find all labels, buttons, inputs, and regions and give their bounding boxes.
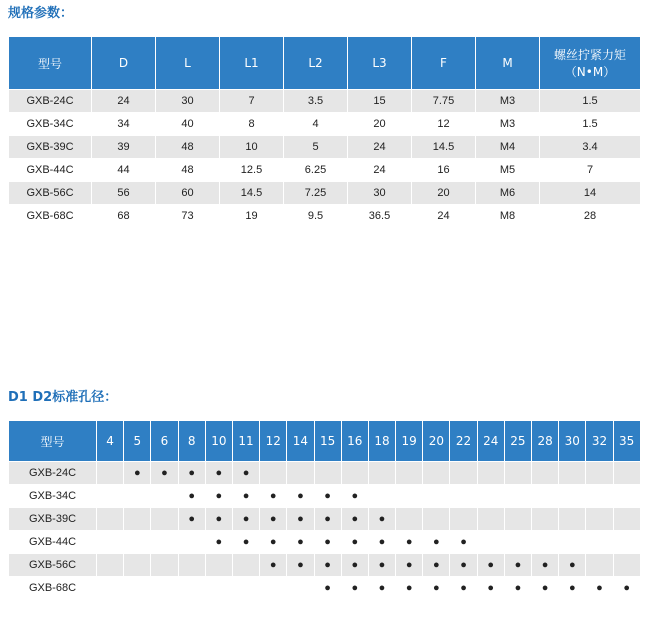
bore-cell [341,577,368,600]
bore-header-size: 16 [341,421,368,462]
torque-header-unit: （N•M） [564,65,616,79]
available-dot-icon: ● [460,559,467,571]
bore-cell [232,485,259,508]
spec-header-7: M [476,37,540,90]
bore-cell [613,485,640,508]
bore-cell [423,554,450,577]
bore-cell [341,462,368,485]
available-dot-icon: ● [351,559,359,571]
bore-cell [178,554,205,577]
available-dot-icon: ● [215,490,223,502]
spec-header-0: 型号 [9,37,92,90]
spec-cell: 12 [412,113,476,136]
spec-cell: GXB-44C [9,159,92,182]
available-dot-icon: ● [405,582,413,594]
spec-cell: 73 [156,205,220,228]
bore-cell [532,462,559,485]
bore-cell [178,508,205,531]
bore-cell [613,508,640,531]
bore-header-size: 22 [450,421,477,462]
available-dot-icon: ● [324,559,331,571]
bore-cell [477,485,504,508]
bore-cell [260,531,287,554]
bore-cell [205,554,232,577]
spec-header-2: L [156,37,220,90]
bore-cell [97,554,124,577]
bore-cell [341,531,368,554]
bore-cell [477,462,504,485]
bore-header-size: 25 [504,421,531,462]
available-dot-icon: ● [269,513,277,525]
bore-cell [368,462,395,485]
bore-cell [396,531,423,554]
bore-cell [532,485,559,508]
spec-cell: 3.4 [540,136,641,159]
available-dot-icon: ● [378,559,386,571]
bore-row-model: GXB-68C [9,577,97,600]
spec-header-3: L1 [220,37,284,90]
bore-cell [586,554,613,577]
bore-row-model: GXB-44C [9,531,97,554]
available-dot-icon: ● [351,536,359,548]
bore-cell [151,462,178,485]
available-dot-icon: ● [378,582,386,594]
spec-row [9,159,641,182]
bore-cell [287,508,314,531]
available-dot-icon: ● [623,582,630,594]
bore-cell [314,554,341,577]
bore-cell [613,531,640,554]
bore-cell [559,462,586,485]
available-dot-icon: ● [297,536,304,548]
bore-header-size: 10 [205,421,232,462]
bore-header-size: 19 [396,421,423,462]
bore-cell [586,508,613,531]
spec-header-torque [540,37,641,90]
available-dot-icon: ● [188,467,195,479]
available-dot-icon: ● [297,490,304,502]
bore-header-size: 32 [586,421,613,462]
bore-cell [151,554,178,577]
bore-cell [532,508,559,531]
spec-cell: 24 [92,90,156,113]
spec-cell: 5 [284,136,348,159]
bore-cell [124,462,151,485]
bore-cell [477,508,504,531]
bore-cell [232,508,259,531]
available-dot-icon: ● [541,582,549,594]
bore-cell [178,462,205,485]
bore-table [8,420,641,600]
bore-cell [559,531,586,554]
spec-cell: 24 [348,136,412,159]
available-dot-icon: ● [351,582,359,594]
bore-cell [504,554,531,577]
spec-table [8,36,641,228]
available-dot-icon: ● [433,559,440,571]
bore-cell [477,531,504,554]
bore-cell [314,462,341,485]
bore-cell [368,531,395,554]
bore-row-model: GXB-34C [9,485,97,508]
available-dot-icon: ● [215,467,223,479]
torque-header-label: 螺丝拧紧力矩 [553,48,626,62]
bore-header-size: 5 [124,421,151,462]
bore-header-size: 6 [151,421,178,462]
bore-cell [341,485,368,508]
bore-cell [396,577,423,600]
available-dot-icon: ● [297,513,304,525]
bore-cell [124,577,151,600]
bore-cell [287,485,314,508]
spec-cell: 24 [412,205,476,228]
bore-cell [260,508,287,531]
bore-cell [232,577,259,600]
spec-cell: 40 [156,113,220,136]
bore-cell [97,577,124,600]
spec-cell: 24 [348,159,412,182]
bore-cell [586,485,613,508]
available-dot-icon: ● [242,467,250,479]
spec-cell: 30 [156,90,220,113]
spec-cell: 7.75 [412,90,476,113]
bore-header-size: 4 [97,421,124,462]
bore-cell [586,462,613,485]
bore-row [9,508,641,531]
bore-cell [232,531,259,554]
available-dot-icon: ● [242,536,250,548]
spec-cell: 14 [540,182,641,205]
available-dot-icon: ● [188,490,195,502]
available-dot-icon: ● [242,513,250,525]
spec-cell: 60 [156,182,220,205]
bore-header-size: 12 [260,421,287,462]
bore-cell [260,485,287,508]
bore-cell [450,531,477,554]
bore-cell [151,577,178,600]
bore-cell [97,508,124,531]
bore-cell [205,508,232,531]
spec-section-title: 规格参数： [8,6,74,21]
spec-cell: M4 [476,136,540,159]
bore-cell [504,508,531,531]
spec-cell: M6 [476,182,540,205]
bore-header-size: 14 [287,421,314,462]
bore-cell [477,577,504,600]
bore-row [9,485,641,508]
bore-header-size: 18 [368,421,395,462]
bore-cell [205,531,232,554]
spec-cell: 44 [92,159,156,182]
available-dot-icon: ● [596,582,603,594]
spec-cell: M8 [476,205,540,228]
bore-header-size: 11 [232,421,259,462]
bore-cell [423,508,450,531]
spec-cell: 34 [92,113,156,136]
spec-cell: 14.5 [412,136,476,159]
spec-cell: 56 [92,182,156,205]
bore-cell [151,508,178,531]
bore-cell [314,485,341,508]
bore-cell [124,531,151,554]
spec-row [9,182,641,205]
bore-cell [97,462,124,485]
bore-cell [205,577,232,600]
spec-cell: 14.5 [220,182,284,205]
bore-cell [559,577,586,600]
bore-cell [396,462,423,485]
bore-cell [504,531,531,554]
bore-row [9,577,641,600]
bore-header-size: 35 [613,421,640,462]
bore-cell [260,554,287,577]
bore-cell [314,531,341,554]
spec-cell: 12.5 [220,159,284,182]
bore-row [9,554,641,577]
bore-cell [205,462,232,485]
spec-cell: GXB-39C [9,136,92,159]
spec-cell: GXB-24C [9,90,92,113]
spec-cell: 30 [348,182,412,205]
bore-cell [287,531,314,554]
bore-cell [423,462,450,485]
spec-header-4: L2 [284,37,348,90]
bore-cell [232,554,259,577]
spec-cell: 36.5 [348,205,412,228]
bore-cell [287,577,314,600]
available-dot-icon: ● [514,582,522,594]
bore-table-body [9,462,641,600]
bore-row [9,462,641,485]
spec-cell: 7.25 [284,182,348,205]
available-dot-icon: ● [460,536,467,548]
bore-cell [423,531,450,554]
spec-row [9,136,641,159]
bore-cell [341,508,368,531]
bore-cell [423,485,450,508]
available-dot-icon: ● [297,559,304,571]
bore-cell [205,485,232,508]
available-dot-icon: ● [405,536,413,548]
spec-cell: 20 [412,182,476,205]
spec-row [9,90,641,113]
bore-cell [151,485,178,508]
spec-cell: 39 [92,136,156,159]
spec-cell: 1.5 [540,90,641,113]
spec-cell: 6.25 [284,159,348,182]
bore-cell [532,554,559,577]
bore-cell [124,485,151,508]
bore-cell [613,577,640,600]
spec-cell: GXB-56C [9,182,92,205]
spec-cell: GXB-68C [9,205,92,228]
bore-cell [450,508,477,531]
available-dot-icon: ● [378,513,386,525]
bore-cell [559,554,586,577]
bore-cell [287,462,314,485]
bore-cell [178,577,205,600]
available-dot-icon: ● [269,490,277,502]
bore-row-model: GXB-56C [9,554,97,577]
available-dot-icon: ● [541,559,549,571]
spec-cell: M3 [476,113,540,136]
available-dot-icon: ● [460,582,467,594]
bore-cell [341,554,368,577]
spec-cell: 7 [540,159,641,182]
available-dot-icon: ● [161,467,168,479]
bore-section-title: D1 D2标准孔径： [8,390,118,405]
available-dot-icon: ● [351,490,359,502]
available-dot-icon: ● [324,490,331,502]
bore-header-size: 8 [178,421,205,462]
available-dot-icon: ● [568,582,576,594]
available-dot-icon: ● [487,582,495,594]
bore-cell [613,462,640,485]
bore-cell [504,462,531,485]
bore-row-model: GXB-24C [9,462,97,485]
available-dot-icon: ● [269,559,277,571]
spec-row [9,113,641,136]
available-dot-icon: ● [378,536,386,548]
bore-cell [586,577,613,600]
bore-header-size: 30 [559,421,586,462]
spec-table-body [9,90,641,228]
available-dot-icon: ● [188,513,195,525]
bore-cell [532,531,559,554]
bore-cell [450,554,477,577]
bore-cell [124,508,151,531]
available-dot-icon: ● [487,559,495,571]
spec-cell: 10 [220,136,284,159]
bore-cell [450,577,477,600]
available-dot-icon: ● [269,536,277,548]
bore-cell [423,577,450,600]
bore-cell [314,508,341,531]
spec-cell: 48 [156,159,220,182]
bore-cell [396,485,423,508]
bore-cell [532,577,559,600]
spec-header-1: D [92,37,156,90]
bore-cell [396,554,423,577]
bore-header-model: 型号 [9,421,97,462]
available-dot-icon: ● [433,582,440,594]
available-dot-icon: ● [568,559,576,571]
bore-cell [97,531,124,554]
bore-cell [178,531,205,554]
spec-cell: 8 [220,113,284,136]
bore-cell [504,577,531,600]
spec-cell: 20 [348,113,412,136]
bore-cell [368,508,395,531]
bore-header-size: 15 [314,421,341,462]
spec-cell: GXB-34C [9,113,92,136]
spec-cell: 15 [348,90,412,113]
available-dot-icon: ● [405,559,413,571]
bore-row [9,531,641,554]
spec-cell: 16 [412,159,476,182]
bore-cell [396,508,423,531]
spec-header-row [9,37,641,90]
spec-row [9,205,641,228]
available-dot-icon: ● [514,559,522,571]
bore-cell [314,577,341,600]
spec-cell: 68 [92,205,156,228]
available-dot-icon: ● [324,536,331,548]
bore-cell [504,485,531,508]
available-dot-icon: ● [242,490,250,502]
bore-cell [287,554,314,577]
spec-cell: M5 [476,159,540,182]
bore-cell [559,508,586,531]
bore-cell [368,485,395,508]
bore-cell [450,462,477,485]
bore-cell [124,554,151,577]
available-dot-icon: ● [324,582,331,594]
spec-cell: 19 [220,205,284,228]
bore-cell [586,531,613,554]
spec-header-6: F [412,37,476,90]
bore-cell [368,577,395,600]
spec-cell: 9.5 [284,205,348,228]
bore-cell [178,485,205,508]
bore-header-row [9,421,641,462]
bore-cell [260,462,287,485]
bore-cell [450,485,477,508]
bore-cell [232,462,259,485]
spec-cell: 48 [156,136,220,159]
bore-cell [613,554,640,577]
bore-header-size: 28 [532,421,559,462]
available-dot-icon: ● [215,513,223,525]
spec-header-5: L3 [348,37,412,90]
bore-header-size: 24 [477,421,504,462]
available-dot-icon: ● [433,536,440,548]
available-dot-icon: ● [133,467,141,479]
bore-cell [260,577,287,600]
available-dot-icon: ● [351,513,359,525]
available-dot-icon: ● [324,513,331,525]
spec-cell: 7 [220,90,284,113]
spec-cell: M3 [476,90,540,113]
bore-cell [559,485,586,508]
spec-cell: 1.5 [540,113,641,136]
bore-row-model: GXB-39C [9,508,97,531]
bore-header-size: 20 [423,421,450,462]
bore-cell [97,485,124,508]
spec-cell: 28 [540,205,641,228]
spec-cell: 4 [284,113,348,136]
available-dot-icon: ● [215,536,223,548]
bore-cell [477,554,504,577]
spec-cell: 3.5 [284,90,348,113]
bore-cell [151,531,178,554]
bore-cell [368,554,395,577]
